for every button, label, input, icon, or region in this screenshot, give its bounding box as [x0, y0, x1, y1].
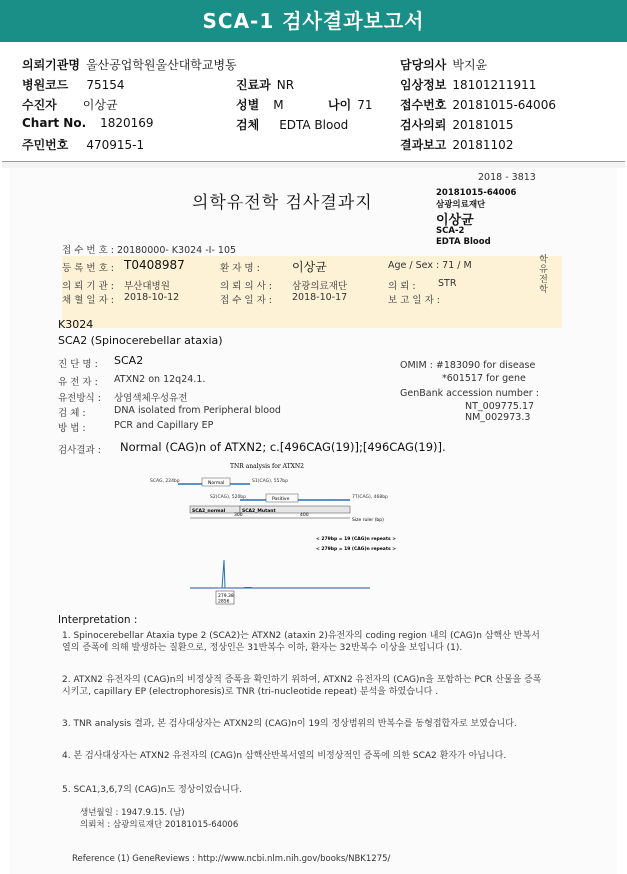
referrer: 의뢰처 : 삼광의료재단 20181015-64006	[80, 820, 239, 830]
tnr-size-ruler: Size ruler (bp)	[352, 518, 384, 523]
report-info	[0, 48, 627, 160]
patient-field	[22, 96, 118, 113]
inheritance-value: 상염색체우성유전	[114, 393, 188, 404]
doc2-value: STR	[438, 278, 457, 289]
reference: Reference (1) GeneReviews : http://www.ncbi.nlm.nih.gov/books/NBK1275/	[72, 854, 391, 864]
interpretation-title: Interpretation :	[58, 614, 138, 626]
age-value: 71	[357, 98, 373, 112]
accession-number: 접 수 번 호 : 20180000- K3024 -I- 105	[62, 245, 237, 256]
receipt-label: 접수번호	[400, 98, 447, 112]
tnr-repeat-2: < 279bp = 19 (CAG)n repeats >	[316, 547, 397, 552]
request-label: 검사의뢰	[400, 118, 447, 132]
interp-item-3: 3. TNR analysis 결과, 본 검사대상자는 ATXN2의 (CAG)n이 19의 정상범위의 반복수를 동형접합자로 보였습니다.	[62, 719, 517, 729]
gene-value: ATXN2 on 12q24.1.	[114, 374, 206, 385]
dx-label: 진 단 명 :	[58, 359, 98, 370]
doc-label: 의 뢰 의 사 :	[220, 281, 272, 292]
stamp-test: SCA-2	[436, 226, 465, 236]
sex-field	[236, 96, 284, 113]
doc-value: 삼광의료재단	[292, 281, 348, 292]
trace-peak	[218, 560, 228, 588]
doctor-value: 박지윤	[452, 58, 488, 72]
report-header	[0, 0, 627, 42]
age-sex: Age / Sex : 71 / M	[388, 260, 472, 271]
age-field	[328, 96, 372, 113]
interp-item-4: 4. 본 검사대상자는 ATXN2 유전자의 (CAG)n 삼핵산반복서열의 비정상적인 증폭에 의한 SCA2 환자가 아닙니다.	[62, 751, 507, 761]
dept-field	[236, 76, 294, 93]
sheet-patient-value: 이상균	[292, 260, 327, 274]
omim-gene: *601517 for gene	[442, 373, 526, 384]
tnr-label-3: S1(CAG), 557bp	[252, 479, 289, 484]
peak-label-2: 2856	[218, 599, 230, 605]
sex-value: M	[273, 98, 284, 112]
specimen-value-2: DNA isolated from Peripheral blood	[114, 405, 281, 416]
sheet-number: 2018 - 3813	[478, 172, 536, 183]
stamp-specimen: EDTA Blood	[436, 237, 491, 247]
clinical-value: 18101211911	[452, 78, 537, 92]
tnr-label-1: SCAG, 224bp	[150, 479, 180, 484]
reg-value: T0408987	[124, 258, 185, 272]
request-value: 20181015	[452, 118, 514, 132]
chart-value: 1820169	[100, 116, 154, 130]
method-label: 방 법 :	[58, 423, 86, 434]
side-label: 학유전학	[537, 254, 547, 294]
method-value: PCR and Capillary EP	[114, 420, 214, 431]
test-code: K3024	[58, 318, 94, 331]
tnr-label-4: S2(CAG), 520bp	[210, 495, 247, 500]
reg-label: 등 록 번 호 :	[62, 263, 114, 274]
genbank-nm: NM_002973.3	[465, 412, 531, 423]
result-date-field	[400, 136, 513, 153]
gene-label: 유 전 자 :	[58, 377, 98, 388]
report-label: 보 고 일 자 :	[388, 295, 440, 306]
tnr-mutant-label: SCA2_Mutant	[242, 509, 276, 514]
hospital-label: 의뢰기관명	[22, 58, 80, 72]
peak-label: 279.38	[218, 594, 234, 599]
dept-label: 진료과	[236, 78, 271, 92]
stamp-org: 삼광의료재단	[436, 200, 486, 210]
inst-label: 의 뢰 기 관 :	[62, 281, 114, 292]
interp-item-1: 1. Spinocerebellar Ataxia type 2 (SCA2)는 ATXN2 (ataxin 2)유전자의 coding region 내의 (CAG)n 삼핵산 반복서열의 증폭에 의해 발생하는 질환으로, 정상인은 31반복수 이하, 환자는 32반복수 이상을 보입니다 (1).	[62, 631, 540, 653]
code-field	[22, 76, 125, 93]
tnr-title: TNR analysis for ATXN2	[230, 463, 304, 470]
tnr-axis-300: 300	[234, 513, 243, 518]
chart-field	[22, 116, 154, 130]
tnr-normal-label: SCA2_normal	[192, 509, 226, 514]
tnr-label-2: Normal	[208, 481, 225, 486]
sex-label: 성별	[236, 98, 260, 112]
result-label: 검사결과 :	[58, 445, 101, 456]
sheet-patient-label: 환 자 명 :	[220, 263, 260, 274]
receipt-value: 20181015-64006	[452, 98, 556, 112]
interp-item-5: 5. SCA1,3,6,7의 (CAG)n도 정상이었습니다.	[62, 785, 242, 795]
tnr-repeat-1: < 279bp = 19 (CAG)n repeats >	[316, 537, 397, 542]
coll-label: 채 혈 일 자 :	[62, 295, 114, 306]
hospital-value: 울산공업학원울산대학교병동	[85, 58, 237, 72]
patient-value: 이상균	[82, 98, 118, 112]
code-value: 75154	[86, 78, 125, 92]
specimen-field	[236, 116, 348, 133]
doctor-label: 담당의사	[400, 58, 447, 72]
tnr-axis-400: 400	[300, 513, 309, 518]
tnr-label-6: 7T(CAG), 468bp	[352, 495, 388, 500]
patient-label: 수진자	[22, 98, 57, 112]
recv-value: 2018-10-17	[292, 292, 348, 303]
id-value: 470915-1	[86, 138, 145, 152]
result-value: Normal (CAG)n of ATXN2; c.[496CAG(19)];[496CAG(19)].	[120, 440, 446, 454]
scanned-result-sheet	[10, 168, 617, 874]
test-name: SCA2 (Spinocerebellar ataxia)	[58, 334, 223, 347]
dx-value: SCA2	[114, 354, 144, 367]
doc2-label: 의 뢰 :	[388, 281, 416, 292]
doctor-field	[400, 56, 487, 73]
omim-disease: OMIM : #183090 for disease	[400, 360, 536, 371]
recv-label: 접 수 일 자 :	[220, 295, 272, 306]
receipt-field	[400, 96, 556, 113]
stamp-name: 이상균	[436, 213, 474, 228]
inheritance-label: 유전방식 :	[58, 393, 101, 404]
result-date-value: 20181102	[452, 138, 514, 152]
result-date-label: 결과보고	[400, 138, 447, 152]
inst-value: 부산대병원	[124, 281, 170, 292]
birth-date: 생년월일 : 1947.9.15. (남)	[80, 808, 185, 818]
genbank-nt: NT_009775.17	[465, 401, 535, 412]
clinical-label: 임상정보	[400, 78, 447, 92]
interp-item-2: 2. ATXN2 유전자의 (CAG)n의 비정상적 증폭을 확인하기 위하여, ATXN2 유전자의 (CAG)n을 포함하는 PCR 산물을 증폭시키고, capillary EP (electrophoresis)로 TNR (tri-nucleotide repeat) 분석을 하였습니다 .	[62, 675, 542, 697]
specimen-label: 검체	[236, 118, 260, 132]
section-divider	[2, 161, 625, 168]
dept-value: NR	[276, 78, 295, 92]
id-field	[22, 136, 144, 153]
specimen-value: EDTA Blood	[279, 118, 349, 132]
stamp-number: 20181015-64006	[436, 188, 517, 198]
genbank-label: GenBank accession number :	[400, 388, 539, 399]
specimen-label-2: 검 체 :	[58, 408, 86, 419]
code-label: 병원코드	[22, 78, 69, 92]
tnr-label-5: Positive	[272, 497, 290, 502]
sheet-title: 의학유전학 검사결과지	[192, 193, 373, 213]
clinical-field	[400, 76, 536, 93]
id-label: 주민번호	[22, 138, 69, 152]
request-field	[400, 116, 513, 133]
chart-label: Chart No.	[22, 116, 87, 130]
tnr-figure	[150, 460, 400, 610]
age-label: 나이	[328, 98, 352, 112]
coll-value: 2018-10-12	[124, 292, 180, 303]
hospital-field	[22, 56, 237, 73]
report-title: SCA-1 검사결과보고서	[202, 9, 425, 33]
